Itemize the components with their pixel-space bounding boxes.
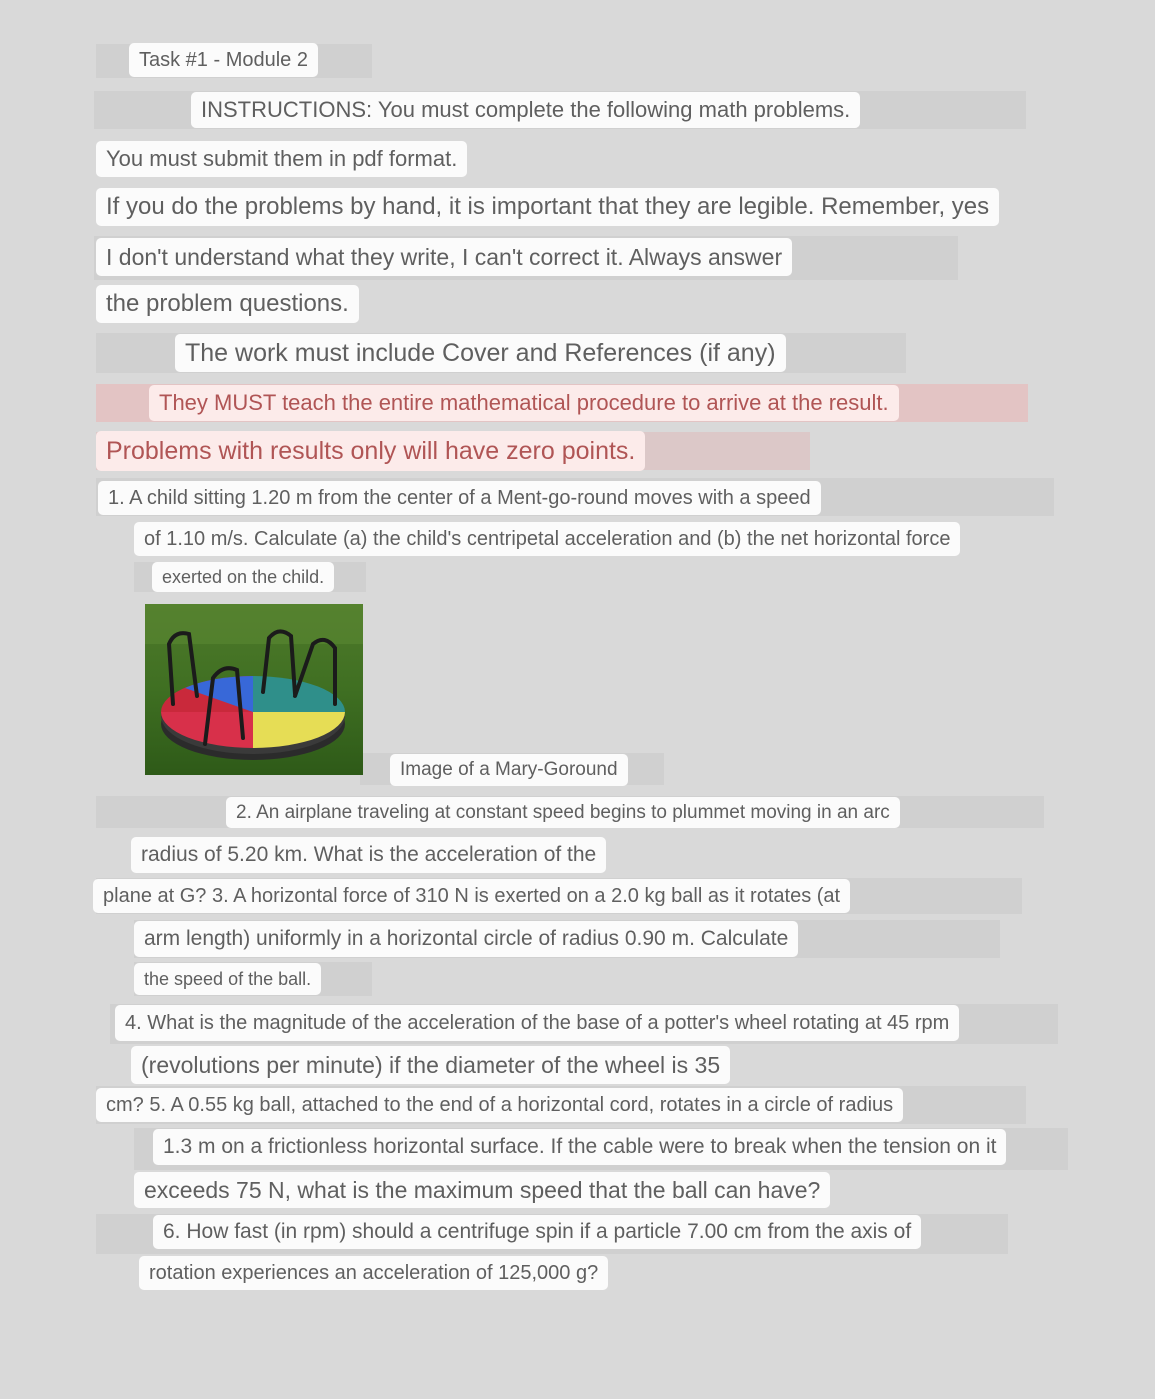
problem-line: exceeds 75 N, what is the maximum speed that the ball can have? [134,1172,830,1208]
problem-line: 6. How fast (in rpm) should a centrifuge spin if a particle 7.00 cm from the axis of [153,1215,921,1249]
problem-line: (revolutions per minute) if the diameter of the wheel is 35 [131,1046,730,1084]
page-title: Task #1 - Module 2 [129,43,318,77]
problem-line: 1.3 m on a frictionless horizontal surface. If the cable were to break when the tension on it [153,1129,1006,1165]
problem-line: rotation experiences an acceleration of 125,000 g? [139,1256,608,1290]
problem-line: cm? 5. A 0.55 kg ball, attached to the end of a horizontal cord, rotates in a circle of radius [96,1088,903,1122]
image-caption: Image of a Mary-Goround [390,754,628,786]
instruction-line: INSTRUCTIONS: You must complete the following math problems. [191,92,860,128]
problem-line: 1. A child sitting 1.20 m from the center of a Ment-go-round moves with a speed [98,481,821,515]
problem-line: plane at G? 3. A horizontal force of 310 N is exerted on a 2.0 kg ball as it rotates (at [93,879,850,913]
problem-line: the speed of the ball. [134,963,321,995]
problem-line: 4. What is the magnitude of the acceleration of the base of a potter's wheel rotating at 45 rpm [115,1005,959,1041]
problem-line: arm length) uniformly in a horizontal circle of radius 0.90 m. Calculate [134,921,798,957]
instruction-line: You must submit them in pdf format. [96,141,467,177]
instruction-line: The work must include Cover and References (if any) [175,334,786,372]
instruction-line: I don't understand what they write, I can't correct it. Always answer [96,238,792,276]
warning-line: Problems with results only will have zero points. [96,431,645,471]
problem-line: of 1.10 m/s. Calculate (a) the child's centripetal acceleration and (b) the net horizontal force [134,522,960,556]
problem-line: 2. An airplane traveling at constant speed begins to plummet moving in an arc [226,797,900,828]
warning-line: They MUST teach the entire mathematical procedure to arrive at the result. [149,385,899,421]
problem-line: exerted on the child. [152,562,334,592]
instruction-line: If you do the problems by hand, it is important that they are legible. Remember, yes [96,188,999,226]
problem-line: radius of 5.20 km. What is the acceleration of the [131,837,606,873]
instruction-line: the problem questions. [96,285,359,323]
merry-go-round-image [145,604,363,775]
